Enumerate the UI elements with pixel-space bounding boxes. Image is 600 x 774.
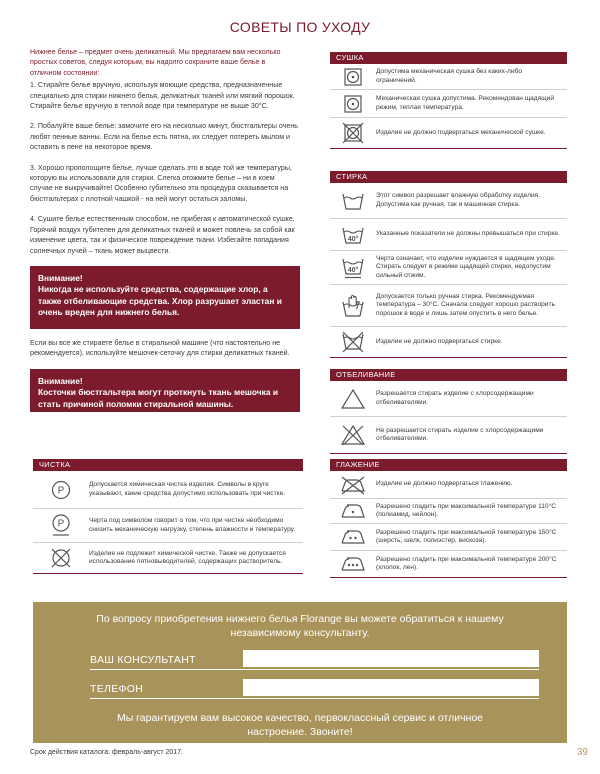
wash-icon [330, 191, 376, 211]
care-row [330, 524, 567, 551]
care-row [33, 543, 303, 573]
consultant-field[interactable] [243, 650, 539, 667]
dry-clean-letter: P [57, 485, 65, 496]
tumble-dry-normal-icon [330, 67, 376, 87]
chlorine-warning [30, 266, 300, 329]
no-iron-icon [330, 475, 376, 495]
underwire-warning [30, 369, 300, 412]
care-text: Разрешено гладить при максимальной температуре 110°С (полиамид, нейлон). [376, 502, 556, 518]
cleaning-header: ЧИСТКА [33, 459, 303, 471]
no-dry-clean-icon [33, 547, 89, 569]
care-row [330, 251, 567, 285]
care-text: Механическая сушка допустима. Рекомендован щадящий режим, теплая температура. [376, 95, 555, 111]
care-text: Черта означает, что изделие нуждается в щадящем уходе. Стирать следует в режиме щадящей стирки, недопустим сильный отжим. [376, 255, 556, 279]
care-row [330, 551, 567, 577]
care-text: Разрешено гладить при максимальной температуре 150°С (шерсть, шелк, полиэстер, вискоза). [376, 528, 557, 544]
care-row [330, 285, 567, 327]
care-text: Изделие не должно подвергаться глажению. [376, 480, 513, 488]
no-tumble-dry-icon [330, 122, 376, 144]
washing-header: СТИРКА [330, 171, 567, 183]
wash-temp-label: 40° [347, 235, 359, 243]
iron-3-dots-icon [330, 555, 376, 573]
iron-1-dot-icon [330, 502, 376, 520]
care-row [330, 118, 567, 148]
contact-question: По вопросу приобретения нижнего белья Florange вы можете обратиться к нашему независимому консультанту. [96, 613, 504, 639]
tumble-dry-low-icon [330, 94, 376, 114]
page-number: 39 [576, 747, 588, 758]
cleaning-section [33, 459, 303, 574]
care-row [330, 219, 567, 251]
care-text: Изделие не должно подвергаться стирке. [376, 337, 503, 345]
ironing-section [330, 459, 567, 578]
dry-clean-letter: P [57, 518, 65, 529]
warning-text: Никогда не используйте средства, содержащие хлор, а также отбеливающие средства. Хлор разрушает эластан и очень вреден для нижнего белья. [38, 284, 282, 318]
tip-3: 3. Хорошо прополощите белье, лучше сделать это в воде той же температуры, которую вы использовали для стирки. Слегка отожмите белье – ни в коем случае не выкручивайте! Особенно губительно эта процедура сказывается на бюстгальтерах с плотной чашкой - на ней могут остаться заломы. [30, 163, 292, 203]
care-row [33, 509, 303, 543]
consultant-contact-box [33, 602, 567, 743]
intro-text: Нижнее белье – предмет очень деликатный. Мы предлагаем вам несколько простых советов, следуя которым, вы надолго сохраните ваше белье в отличном состоянии: [30, 48, 281, 77]
ironing-header: ГЛАЖЕНИЕ [330, 459, 567, 471]
wash-40-icon [330, 225, 376, 245]
care-text: Допустима механическая сушка без каких-либо ограничений. [376, 68, 523, 84]
warning-title: Внимание! [38, 272, 83, 283]
drying-header: СУШКА [330, 52, 567, 64]
bleaching-section [330, 369, 567, 454]
care-row [33, 471, 303, 509]
iron-2-dots-icon [330, 528, 376, 546]
care-text: Указанные показатели не должны превышаться при стирке. [376, 230, 560, 238]
care-row [330, 499, 567, 524]
phone-field[interactable] [243, 679, 539, 696]
wash-40-gentle-icon [330, 256, 376, 280]
wash-temp-label: 40° [347, 266, 359, 274]
dry-clean-p-gentle-icon [33, 513, 89, 539]
care-row [330, 64, 567, 90]
bleach-icon [330, 388, 376, 410]
care-text: Черта под символом говорит о том, что при чистке необходимо снизить механическую нагрузку, степень влажности и температуру. [89, 517, 296, 533]
care-row [330, 90, 567, 118]
dry-clean-p-icon [33, 479, 89, 501]
care-text: Изделие не подлежит химической чистке. Также не допускается использование пятновыводителей, содержащих растворитель. [89, 549, 286, 565]
catalog-validity: Срок действия каталога: февраль-август 2017. [30, 749, 183, 756]
tip-4: 4. Сушите белье естественным способом, не прибегая к автоматической сушке. Горячий воздух губителен для деликатных тканей и может повлечь за собой как изменение цвета, так и физическое повреждение ткани. Избегайте попадания солнечных лучей – ткань может выцвести. [30, 215, 295, 255]
divider [90, 669, 539, 670]
care-tips-column [30, 47, 298, 421]
care-row [330, 381, 567, 417]
care-text: Изделие не должно подвергаться механической сушке. [376, 128, 546, 136]
care-text: Не разрешается стирать изделие с хлорсодержащими отбеливателями. [376, 426, 544, 442]
care-text: Разрешено гладить при максимальной температуре 200°С (хлопок, лен). [376, 555, 557, 571]
no-bleach-icon [330, 424, 376, 446]
divider [90, 698, 539, 699]
care-text: Допускается только ручная стирка. Рекомендуемая температура – 30°С. Сначала следует хорошо растворить порошок в воде и лишь затем опустить в него белье. [376, 293, 555, 317]
care-text: Разрешается стирать изделие с хлорсодержащими отбеливателями. [376, 390, 534, 406]
care-row [330, 327, 567, 357]
washing-section [330, 171, 567, 358]
page-title: СОВЕТЫ ПО УХОДУ [229, 19, 371, 35]
bleaching-header: ОТБЕЛИВАНИЕ [330, 369, 567, 381]
warning-title: Внимание! [38, 375, 83, 386]
tip-2: 2. Побалуйте ваше белье: замочите его на несколько минут, бюстгальтеры очень любят пенные ванны. Если на белье есть пятна, их следует потереть мылом и оставить в пене на некоторое время. [30, 122, 298, 152]
hand-wash-icon [330, 294, 376, 318]
care-row [330, 183, 567, 219]
care-row [330, 417, 567, 453]
care-row [330, 471, 567, 499]
no-wash-icon [330, 331, 376, 353]
phone-label: ТЕЛЕФОН [90, 683, 144, 695]
care-text: Этот символ разрешает влажную обработку изделия. Допустима как ручная, так и машинная стирка. [376, 192, 541, 208]
care-text: Допускается химическая чистка изделия. Символы в круге указывают, какие средства допустимо использовать при чистке. [89, 481, 286, 497]
consultant-label: ВАШ КОНСУЛЬТАНТ [90, 654, 196, 666]
machine-wash-note: Если вы все же стираете белье в стиральной машине (что настоятельно не рекомендуется), используйте мешочек-сеточку для стирки деликатных тканей. [30, 338, 290, 358]
warning-text: Косточки бюстгальтера могут проткнуть ткань мешочка и стать причиной поломки стиральной машины. [38, 387, 278, 409]
drying-section [330, 52, 567, 149]
guarantee-text: Мы гарантируем вам высокое качество, первоклассный сервис и отличное настроение. Звоните! [116, 712, 484, 738]
tip-1: 1. Стирайте белье вручную, используя моющие средства, предназначенные специально для стирки нижнего белья, деликатных тканей или мягкий порошок. Стирайте белье вручную в теплой воде при температуре не выше 30°С. [30, 81, 295, 111]
